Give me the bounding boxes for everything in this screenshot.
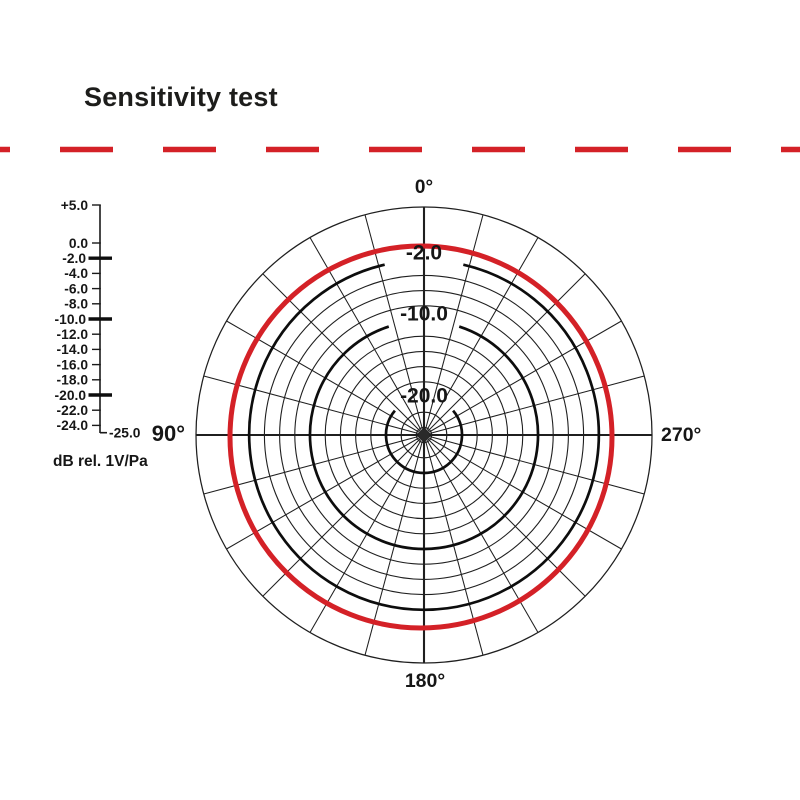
scale-tick-label: -18.0 bbox=[56, 372, 88, 388]
scale-tick-label: -10.0 bbox=[54, 311, 86, 327]
scale-tick-label: -16.0 bbox=[56, 357, 88, 373]
ring-label: -10.0 bbox=[400, 302, 448, 326]
scale-tick-label: -8.0 bbox=[64, 296, 88, 312]
scale-tick-label: -20.0 bbox=[54, 387, 86, 403]
angle-label-bottom: 180° bbox=[404, 670, 446, 692]
center-hub bbox=[419, 430, 430, 441]
scale-tick-label: 0.0 bbox=[68, 235, 88, 251]
scale-tick-label: -22.0 bbox=[56, 403, 88, 418]
ring-label: -20.0 bbox=[400, 384, 448, 408]
page-title: Sensitivity test bbox=[84, 82, 278, 112]
scale-tick-label: +5.0 bbox=[60, 197, 88, 213]
ring-label: -2.0 bbox=[405, 241, 443, 265]
scale-unit-label: dB rel. 1V/Pa bbox=[53, 453, 148, 470]
angle-label-right: 270° bbox=[661, 424, 702, 446]
angle-label-top: 0° bbox=[414, 177, 434, 198]
polar-grid bbox=[196, 207, 652, 663]
scale-tick-label: -12.0 bbox=[56, 327, 88, 342]
scale-tick-label: -24.0 bbox=[56, 418, 88, 434]
angle-label-left: 90° bbox=[151, 421, 185, 446]
scale-tick-label: -4.0 bbox=[64, 266, 88, 282]
scale-tick-label: -2.0 bbox=[62, 251, 86, 266]
scale-tick-label: -14.0 bbox=[56, 342, 88, 358]
db-scale bbox=[53, 198, 148, 470]
scale-bottom-label: -25.0 bbox=[109, 425, 141, 441]
scale-tick-label: -6.0 bbox=[64, 281, 88, 297]
